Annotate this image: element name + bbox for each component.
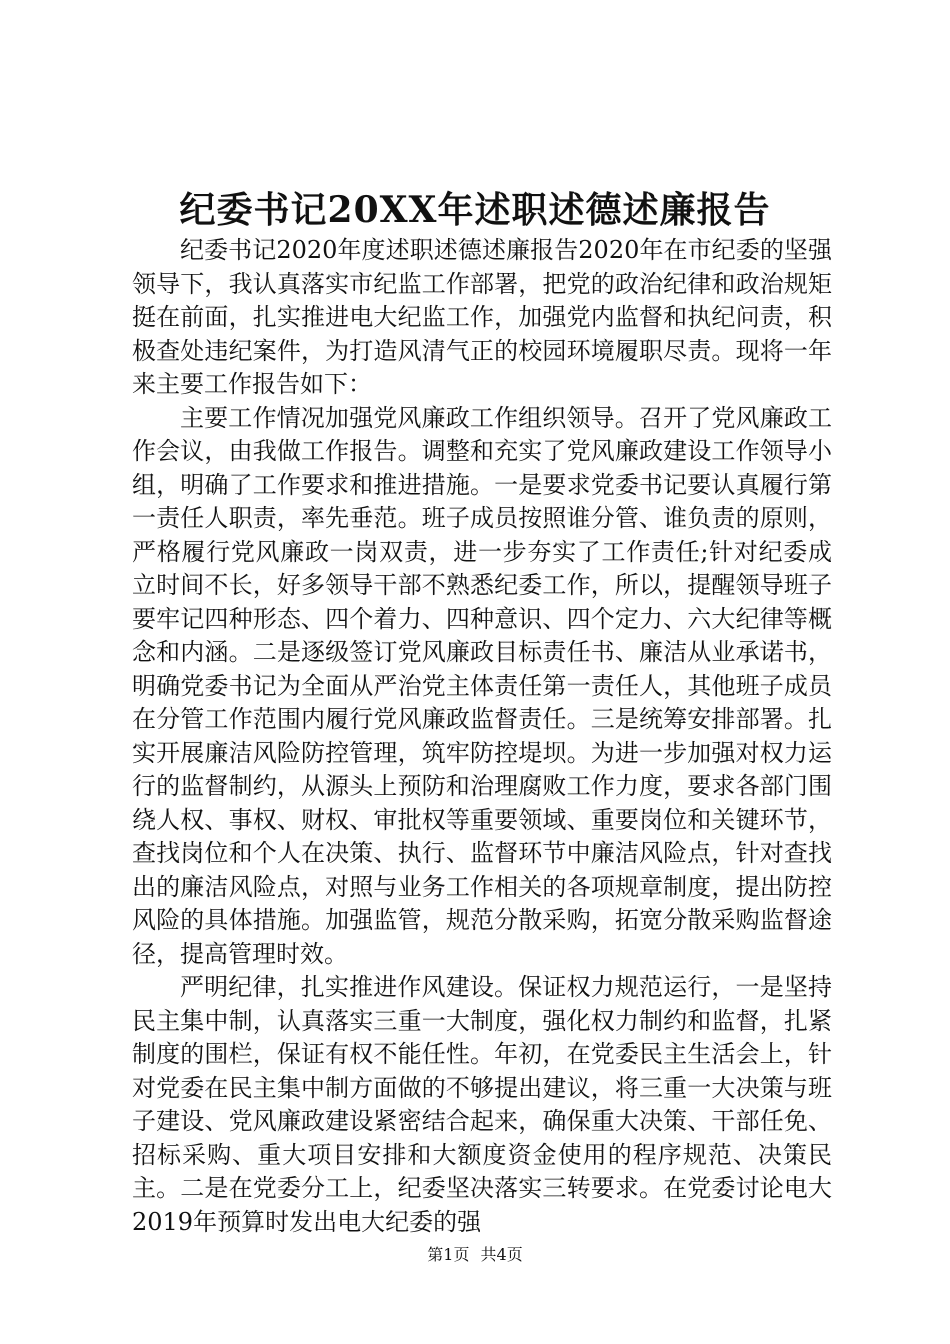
- page-number: 第1页: [427, 1245, 470, 1264]
- document-body: [132, 234, 832, 1239]
- page-total: 共4页: [480, 1245, 523, 1264]
- paragraph-2: 主要工作情况加强党风廉政工作组织领导。召开了党风廉政工作会议，由我做工作报告。调整和充实了党风廉政建设工作领导小组，明确了工作要求和推进措施。一是要求党委书记要认真履行第一责任人职责，率先垂范。班子成员按照谁分管、谁负责的原则，严格履行党风廉政一岗双责，进一步夯实了工作责任;针对纪委成立时间不长，好多领导干部不熟悉纪委工作，所以，提醒领导班子要牢记四种形态、四个着力、四种意识、四个定力、六大纪律等概念和内涵。二是逐级签订党风廉政目标责任书、廉洁从业承诺书，明确党委书记为全面从严治党主体责任第一责任人，其他班子成员在分管工作范围内履行党风廉政监督责任。三是统筹安排部署。扎实开展廉洁风险防控管理，筑牢防控堤坝。为进一步加强对权力运行的监督制约，从源头上预防和治理腐败工作力度，要求各部门围绕人权、事权、财权、审批权等重要领域、重要岗位和关键环节，查找岗位和个人在决策、执行、监督环节中廉洁风险点，针对查找出的廉洁风险点，对照与业务工作相关的各项规章制度，提出防控风险的具体措施。加强监管，规范分散采购，拓宽分散采购监督途径，提高管理时效。: [132, 403, 832, 968]
- document-title: 纪委书记20XX年述职述德述廉报告: [179, 189, 771, 231]
- paragraph-1: 纪委书记2020年度述职述德述廉报告2020年在市纪委的坚强领导下，我认真落实市纪监工作部署，把党的政治纪律和政治规矩挺在前面，扎实推进电大纪监工作，加强党内监督和执纪问责，积极查处违纪案件，为打造风清气正的校园环境履职尽责。现将一年来主要工作报告如下：: [132, 236, 832, 398]
- page-footer: [0, 1244, 950, 1266]
- paragraph-3: 严明纪律，扎实推进作风建设。保证权力规范运行，一是坚持民主集中制，认真落实三重一大制度，强化权力制约和监督，扎紧制度的围栏，保证有权不能任性。年初，在党委民主生活会上，针对党委在民主集中制方面做的不够提出建议，将三重一大决策与班子建设、党风廉政建设紧密结合起来，确保重大决策、干部任免、招标采购、重大项目安排和大额度资金使用的程序规范、决策民主。二是在党委分工上，纪委坚决落实三转要求。在党委讨论电大2019年预算时发出电大纪委的强: [132, 973, 832, 1236]
